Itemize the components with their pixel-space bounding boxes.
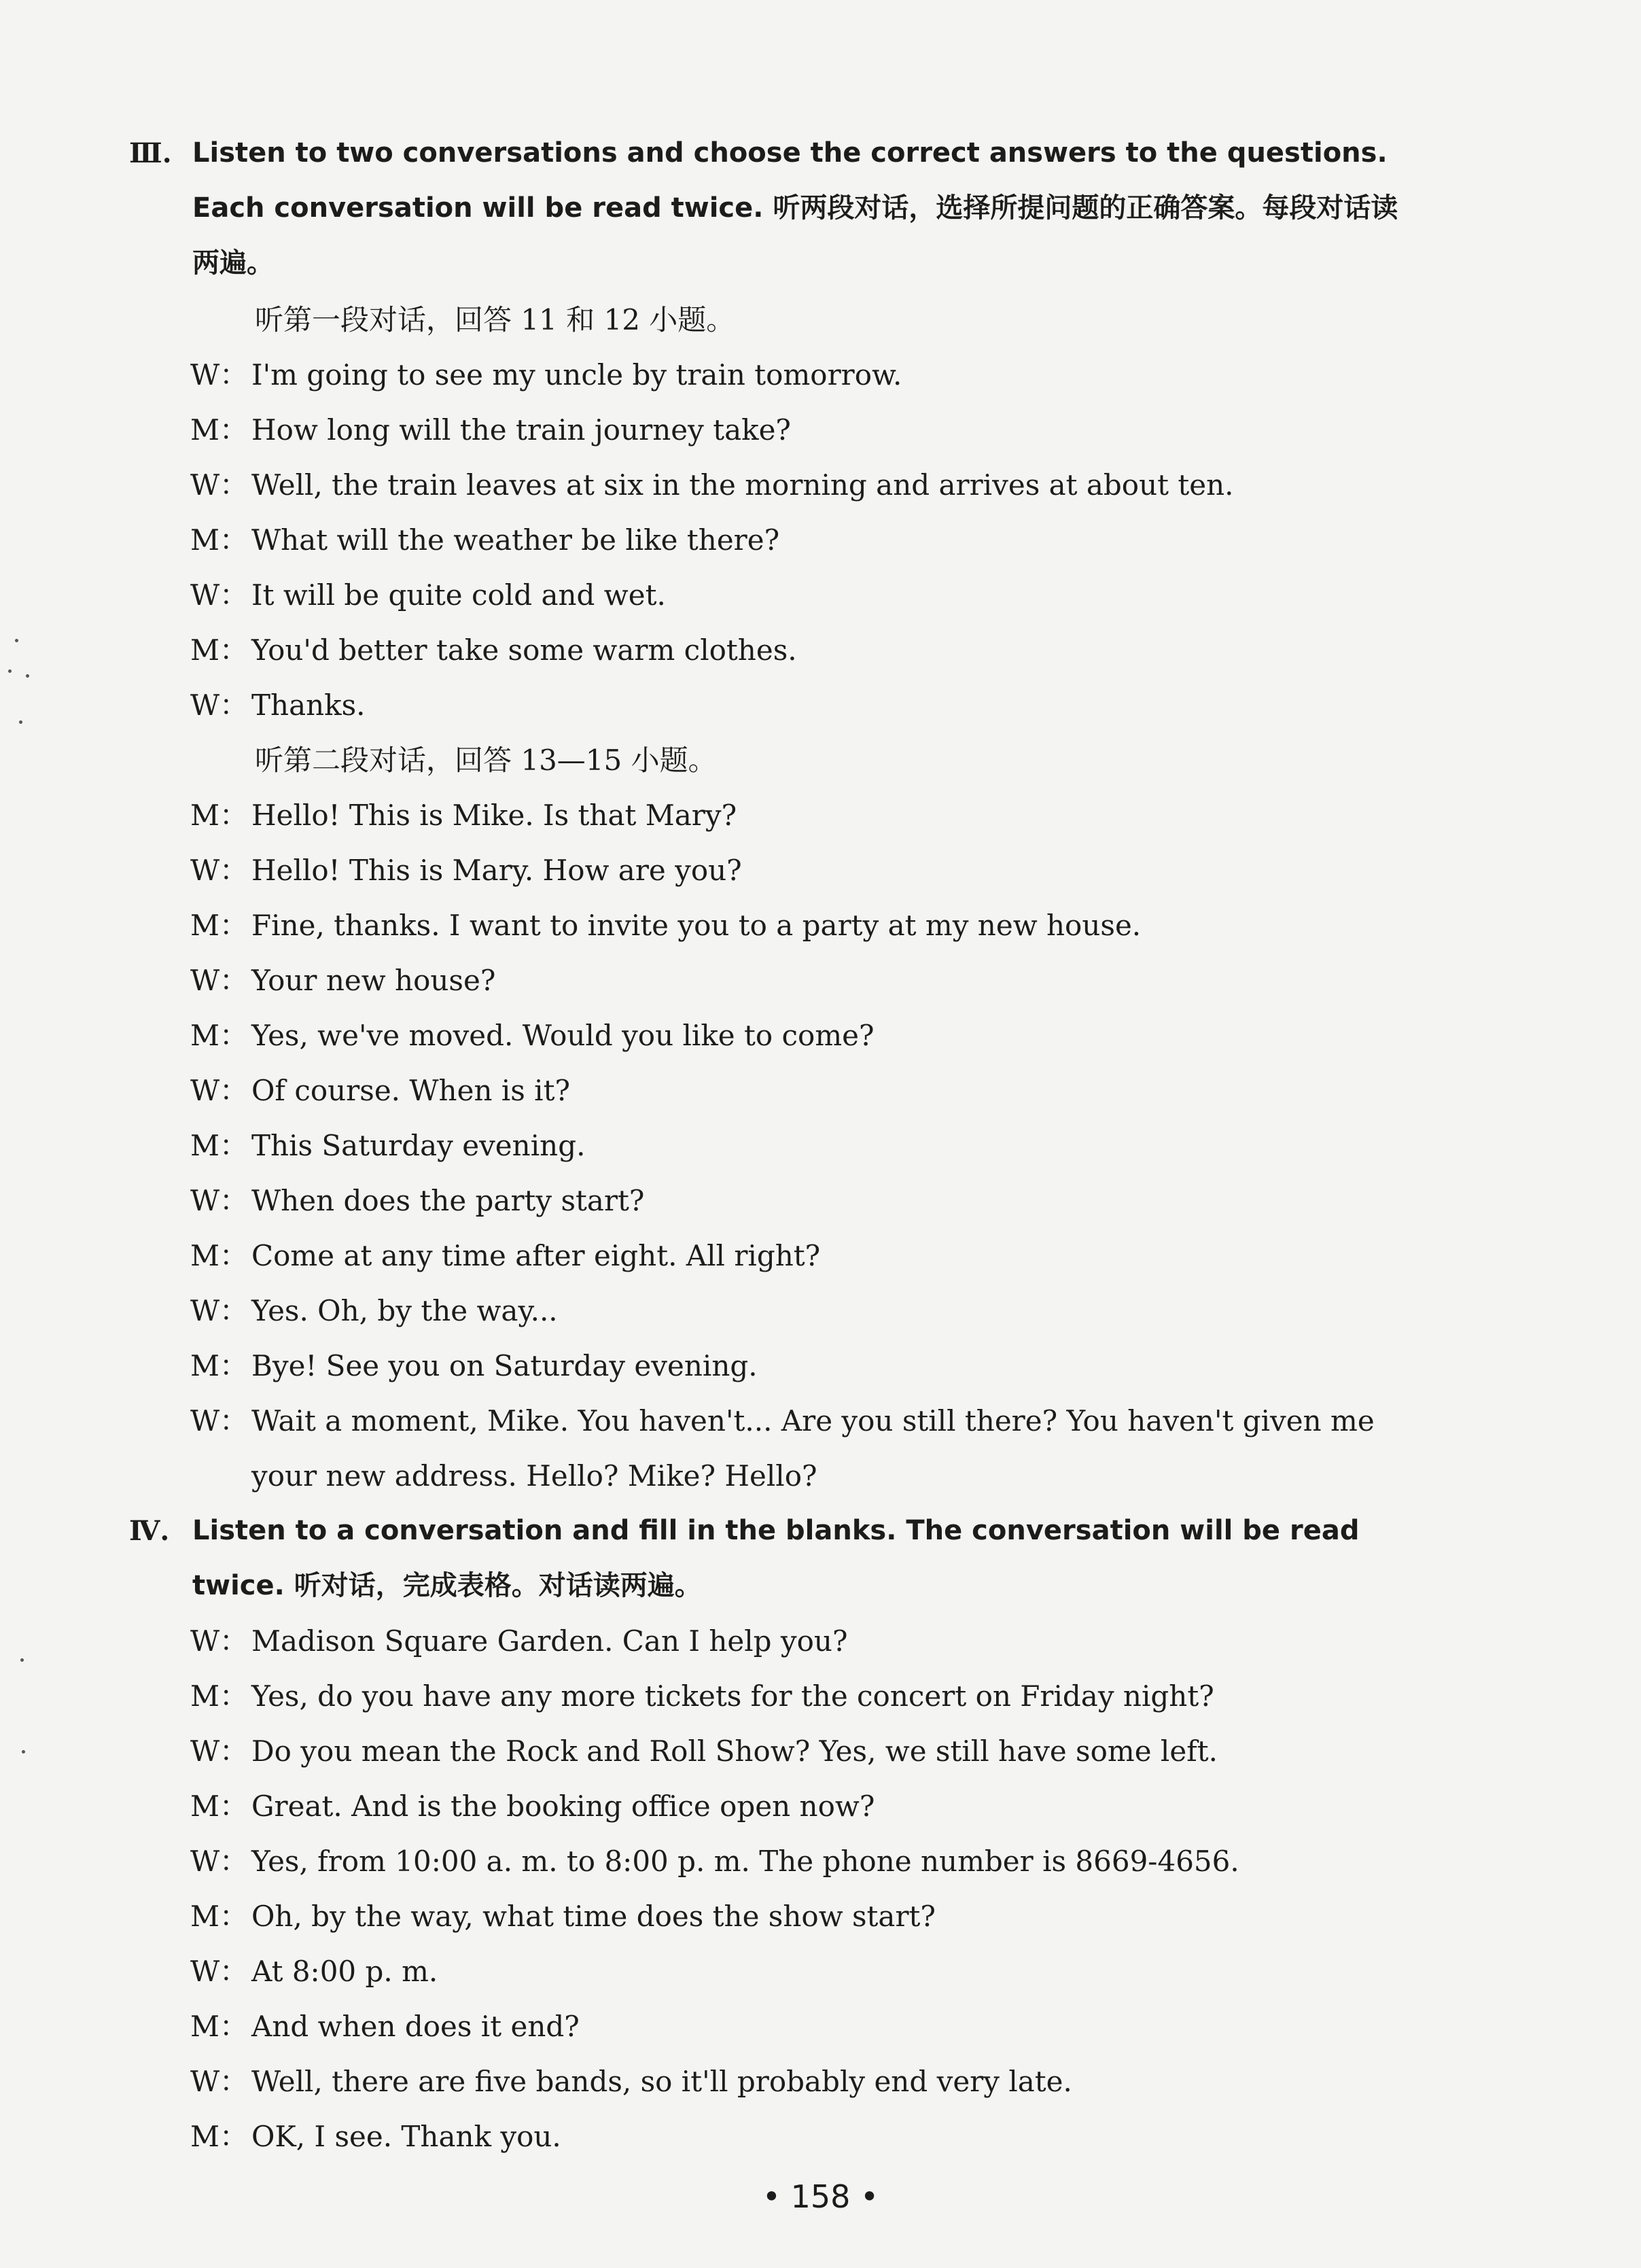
speaker-label: M： [190, 799, 249, 832]
section-3-heading [129, 126, 1413, 291]
speaker-label: M： [190, 413, 249, 447]
line-text: OK, I see. Thank you. [251, 2120, 561, 2153]
section-3-instructions: Listen to two conversations and choose the correct answers to the questions. Each conversation will be read twice. 听两段对话，选择所提问题的正确答案。每段对话读两遍。 [192, 137, 1398, 279]
line-text: Yes, we've moved. Would you like to come? [251, 1019, 875, 1052]
scan-speck [20, 1658, 24, 1662]
line-text: What will the weather be like there? [251, 523, 780, 557]
line-text: Yes, from 10:00 a. m. to 8:00 p. m. The phone number is 8669-4656. [251, 1845, 1239, 1878]
dialogue-line [190, 1613, 1413, 1669]
line-text: Your new house? [251, 964, 496, 997]
dialogue-line [190, 402, 1413, 457]
dialogue-line [190, 1228, 1413, 1283]
speaker-label: M： [190, 1349, 249, 1382]
speaker-label: W： [190, 578, 249, 612]
line-text: It will be quite cold and wet. [251, 578, 666, 612]
dialogue-line [190, 678, 1413, 733]
dialogue-line [190, 953, 1413, 1008]
dialogue-line [190, 1338, 1413, 1393]
dialogue-line [190, 1283, 1413, 1338]
speaker-label: W： [190, 1734, 249, 1768]
line-text: I'm going to see my uncle by train tomorrow. [251, 358, 902, 391]
speaker-label: M： [190, 2010, 249, 2043]
speaker-label: M： [190, 1239, 249, 1272]
dialogue-line [190, 2109, 1413, 2164]
speaker-label: W： [190, 1624, 249, 1658]
section-4-heading [129, 1503, 1413, 1613]
speaker-label: W： [190, 2065, 249, 2098]
section-4-instructions: Listen to a conversation and fill in the blanks. The conversation will be read twice. 听对话，完成表格。对话读两遍。 [192, 1515, 1360, 1601]
conversation-1-instruction: 听第一段对话，回答 11 和 12 小题。 [255, 303, 735, 336]
line-text: Bye! See you on Saturday evening. [251, 1349, 758, 1382]
line-text: You'd better take some warm clothes. [251, 633, 797, 667]
line-text: When does the party start? [251, 1184, 645, 1217]
scan-speck [15, 639, 18, 642]
line-text: Fine, thanks. I want to invite you to a party at my new house. [251, 909, 1142, 942]
speaker-label: M： [190, 1129, 249, 1162]
speaker-label: W： [190, 964, 249, 997]
dialogue-line [190, 1393, 1413, 1503]
line-text: Yes. Oh, by the way... [251, 1294, 558, 1327]
dialogue-line [190, 2054, 1413, 2109]
dialogue-line [190, 568, 1413, 623]
speaker-label: M： [190, 1019, 249, 1052]
dialogue-line [190, 898, 1413, 953]
line-text: Well, the train leaves at six in the morning and arrives at about ten. [251, 468, 1234, 502]
line-text: Thanks. [251, 688, 366, 722]
line-text: Well, there are five bands, so it'll probably end very late. [251, 2065, 1072, 2098]
scan-speck [22, 1750, 25, 1754]
dialogue-line [190, 1834, 1413, 1889]
line-text: Of course. When is it? [251, 1074, 571, 1107]
dialogue-line [190, 1008, 1413, 1063]
dialogue-line [190, 347, 1413, 402]
speaker-label: W： [190, 854, 249, 887]
dialogue-line [190, 1063, 1413, 1118]
dialogue-line [190, 457, 1413, 512]
line-text: Oh, by the way, what time does the show start? [251, 1900, 936, 1933]
dialogue-line [190, 512, 1413, 568]
speaker-label: M： [190, 2120, 249, 2153]
dialogue-line [190, 1999, 1413, 2054]
speaker-label: M： [190, 633, 249, 667]
dialogue-line [190, 1118, 1413, 1173]
dialogue-line [190, 1779, 1413, 1834]
speaker-label: W： [190, 688, 249, 722]
dialogue-line [190, 1173, 1413, 1228]
dialogue-line [190, 1889, 1413, 1944]
line-text: Madison Square Garden. Can I help you? [251, 1624, 848, 1658]
dialogue-line [190, 1669, 1413, 1724]
speaker-label: W： [190, 358, 249, 391]
speaker-label: W： [190, 1074, 249, 1107]
dialogue-line [190, 788, 1413, 843]
line-text: Great. And is the booking office open now? [251, 1790, 875, 1823]
speaker-label: M： [190, 1679, 249, 1713]
line-text: Hello! This is Mary. How are you? [251, 854, 742, 887]
line-text: Hello! This is Mike. Is that Mary? [251, 799, 737, 832]
dialogue-line [190, 843, 1413, 898]
dialogue-line [190, 1724, 1413, 1779]
speaker-label: W： [190, 1294, 249, 1327]
line-text: Come at any time after eight. All right? [251, 1239, 821, 1272]
speaker-label: W： [190, 468, 249, 502]
speaker-label: M： [190, 1790, 249, 1823]
scan-speck [19, 720, 22, 724]
scan-speck [26, 674, 29, 678]
line-text: Wait a moment, Mike. You haven't... Are you still there? You haven't given me your new address. Hello? Mike? Hello? [251, 1404, 1375, 1493]
line-text: How long will the train journey take? [251, 413, 791, 447]
scan-speck [8, 669, 12, 673]
dialogue-line [190, 623, 1413, 678]
speaker-label: W： [190, 1184, 249, 1217]
line-text: At 8:00 p. m. [251, 1955, 438, 1988]
line-text: Yes, do you have any more tickets for the concert on Friday night? [251, 1679, 1214, 1713]
section-4-numeral: Ⅳ. [129, 1515, 170, 1547]
speaker-label: W： [190, 1955, 249, 1988]
line-text: And when does it end? [251, 2010, 580, 2043]
speaker-label: M： [190, 1900, 249, 1933]
line-text: Do you mean the Rock and Roll Show? Yes, we still have some left. [251, 1734, 1218, 1768]
page-number: • 158 • [762, 2178, 879, 2215]
speaker-label: M： [190, 523, 249, 557]
speaker-label: W： [190, 1845, 249, 1878]
speaker-label: W： [190, 1404, 249, 1437]
dialogue-line [190, 1944, 1413, 1999]
line-text: This Saturday evening. [251, 1129, 586, 1162]
speaker-label: M： [190, 909, 249, 942]
conversation-2-instruction: 听第二段对话，回答 13—15 小题。 [255, 744, 717, 777]
section-3-numeral: Ⅲ. [129, 137, 172, 169]
